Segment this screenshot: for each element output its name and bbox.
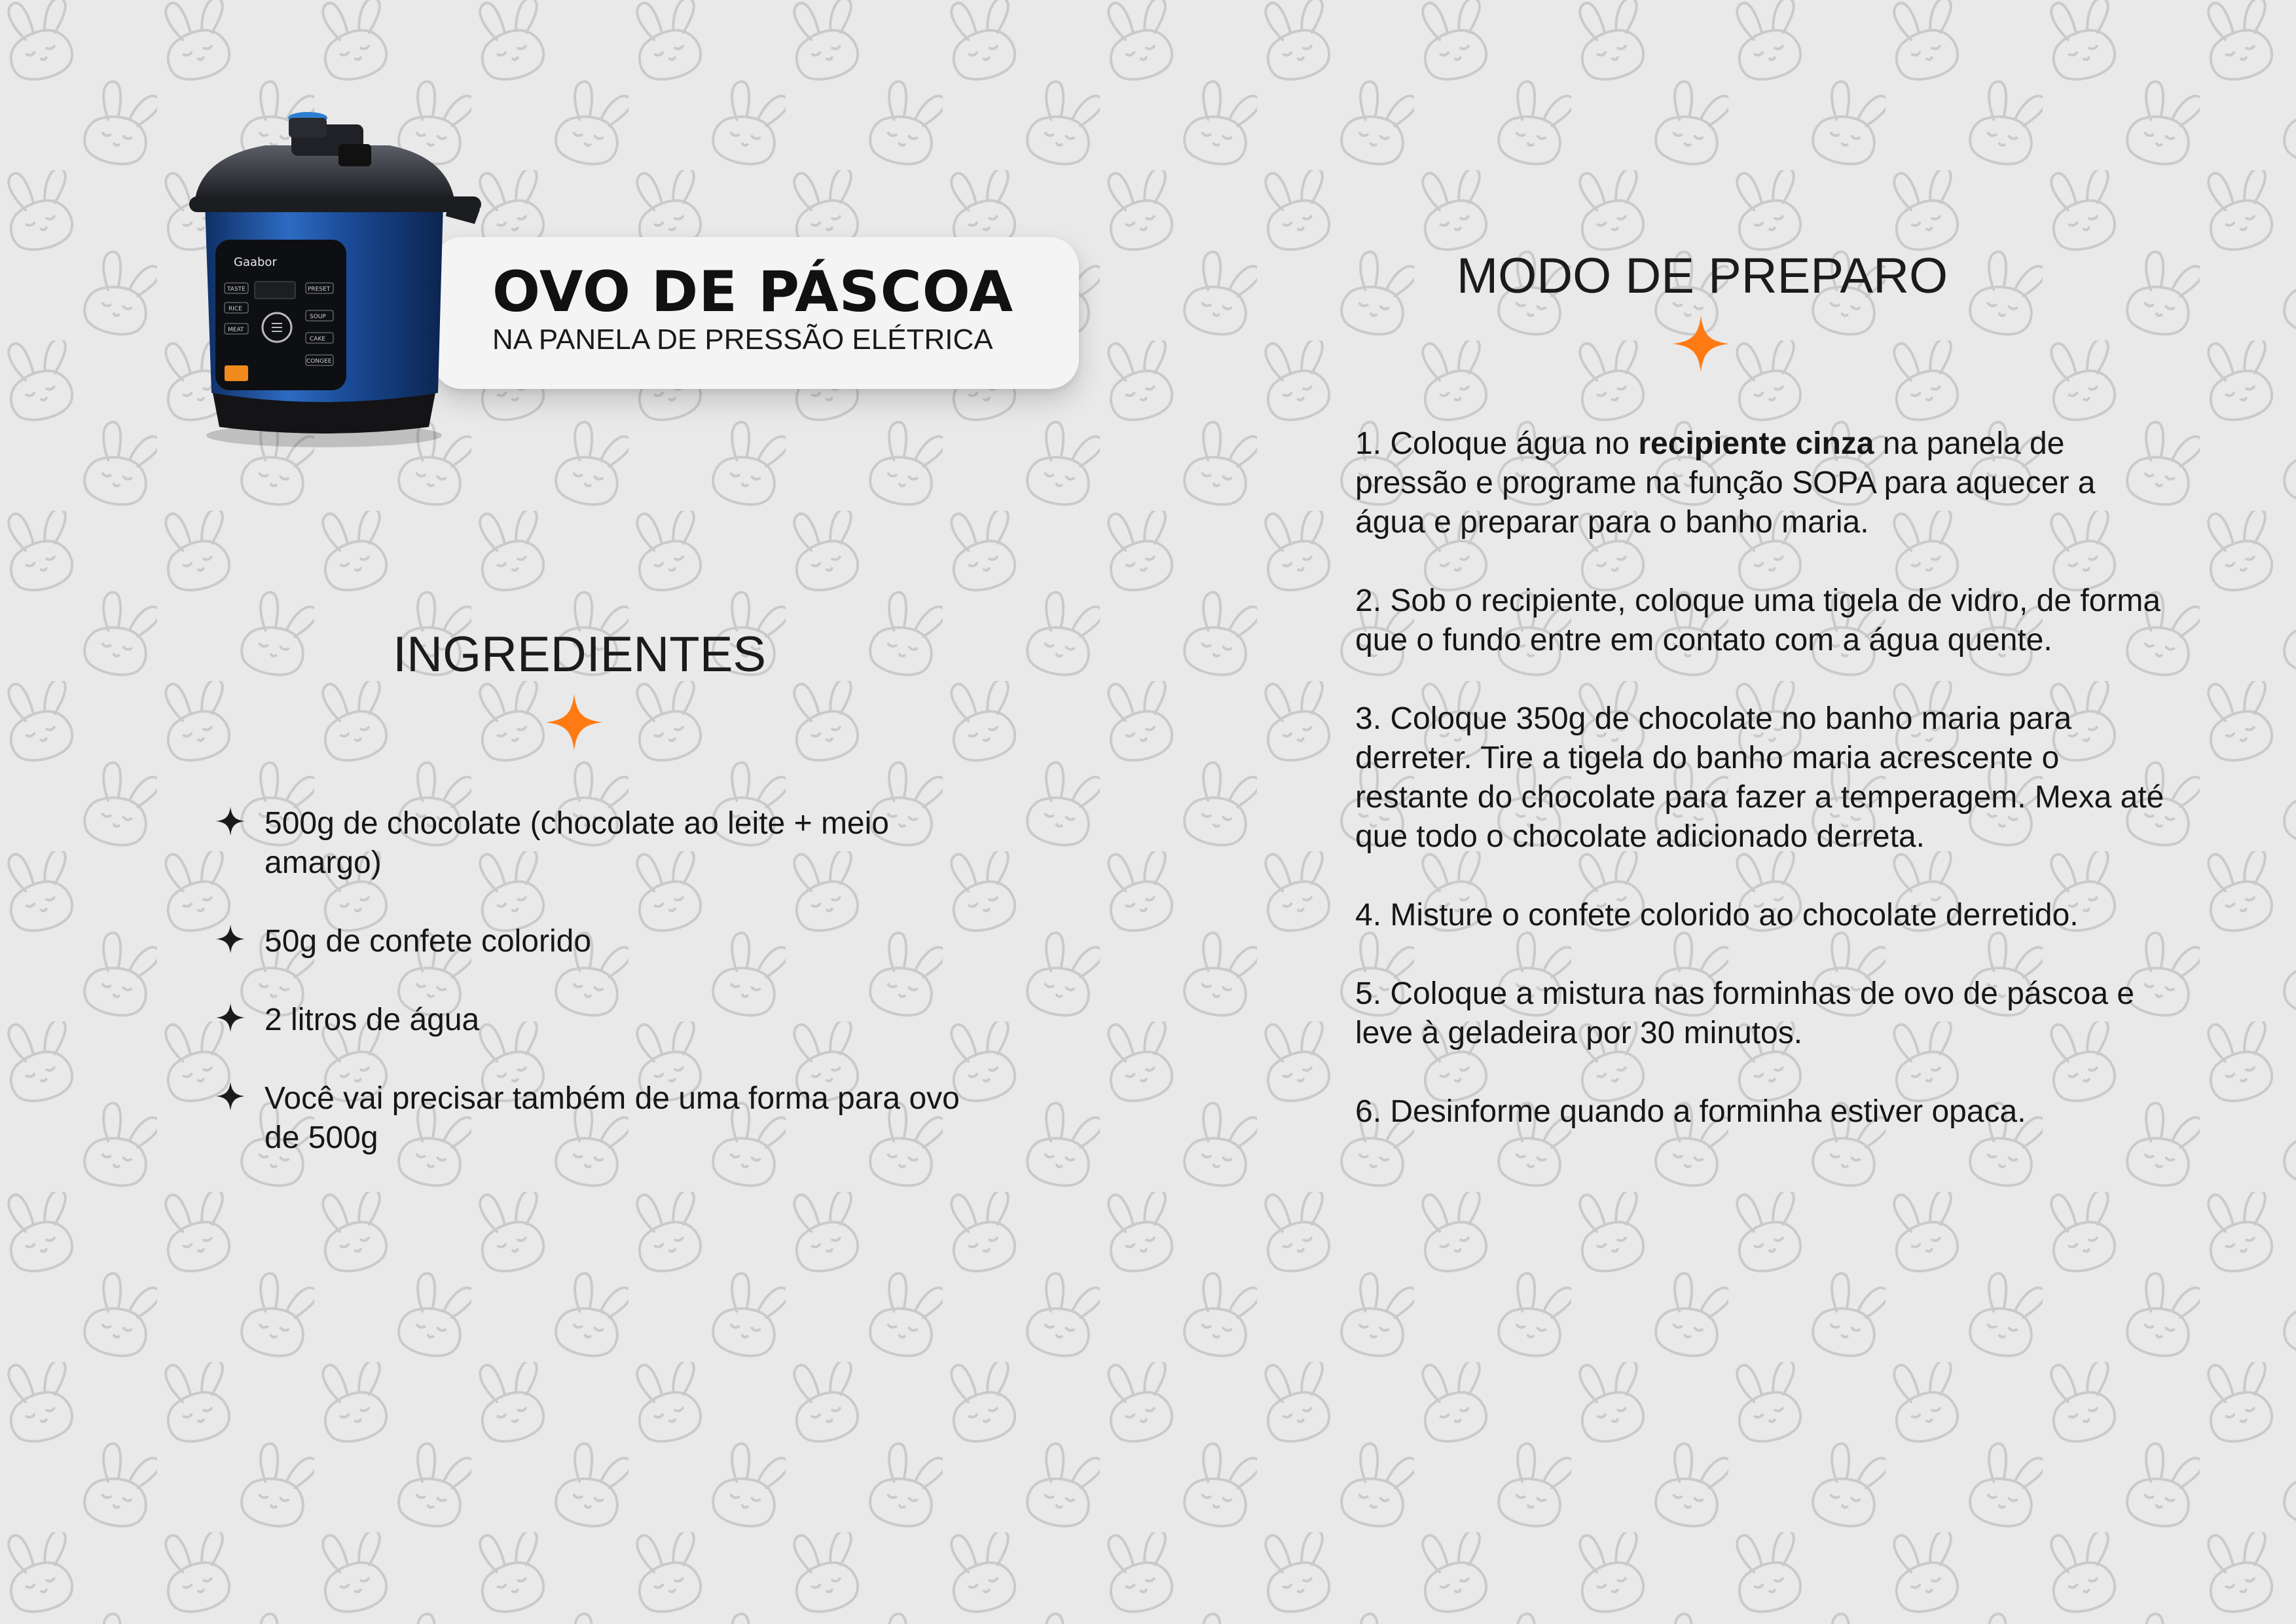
list-item <box>216 1079 1002 1158</box>
sparkle-bullet-icon <box>216 807 245 836</box>
step-item: 2. Sob o recipiente, coloque uma tigela de vidro, de forma que o fundo entre em contato com a água quente. <box>1355 583 2161 657</box>
sparkle-icon <box>1673 316 1729 372</box>
step-item: 4. Misture o confete colorido ao chocolate derretido. <box>1355 898 2079 932</box>
list-item <box>216 922 1002 961</box>
svg-text:CAKE: CAKE <box>310 336 326 342</box>
step-item: 5. Coloque a mistura nas forminhas de ovo de páscoa e leve à geladeira por 30 minutos. <box>1355 976 2135 1050</box>
sparkle-bullet-icon <box>216 925 245 953</box>
page-title: OVO DE PÁSCOA <box>492 259 1014 325</box>
svg-text:PRESET: PRESET <box>308 286 331 293</box>
svg-text:SOUP: SOUP <box>310 314 326 320</box>
step-item: 3. Coloque 350g de chocolate no banho maria para derreter. Tire a tigela do banho maria acrescente o restante do chocolate para fazer a temperagem. Mexa até que todo o chocolate adicionado derreta. <box>1355 701 2164 854</box>
ingredient-text: 50g de confete colorido <box>264 924 592 959</box>
sparkle-icon <box>546 694 602 750</box>
ingredient-text: 2 litros de água <box>264 1003 480 1037</box>
ingredients-title: INGREDIENTES <box>393 627 767 682</box>
svg-text:Gaabor: Gaabor <box>234 255 277 269</box>
list-item <box>216 1001 1002 1040</box>
step-item: 1. Coloque água no recipiente cinza na panela de pressão e programe na função SOPA para aquecer a água e preparar para o banho maria. <box>1355 426 2096 540</box>
preparation-steps <box>1355 424 2167 1171</box>
pressure-cooker-icon <box>173 105 488 452</box>
list-item <box>216 804 1002 883</box>
ingredient-text: Você vai precisar também de uma forma para ovo de 500g <box>264 1081 960 1155</box>
sparkle-bullet-icon <box>216 1003 245 1032</box>
title-card <box>432 237 1079 389</box>
svg-text:MEAT: MEAT <box>228 327 244 333</box>
preparation-title: MODO DE PREPARO <box>1456 248 1948 304</box>
svg-text:CONGEE: CONGEE <box>306 358 332 365</box>
ingredients-list <box>216 804 1002 1197</box>
step-highlight: recipiente cinza <box>1638 426 1874 461</box>
step-item: 6. Desinforme quando a forminha estiver opaca. <box>1355 1094 2026 1129</box>
sparkle-bullet-icon <box>216 1082 245 1111</box>
svg-text:TASTE: TASTE <box>227 286 246 293</box>
ingredient-text: 500g de chocolate (chocolate ao leite + meio amargo) <box>264 806 889 880</box>
svg-text:RICE: RICE <box>228 306 242 312</box>
page-subtitle: NA PANELA DE PRESSÃO ELÉTRICA <box>492 323 993 356</box>
